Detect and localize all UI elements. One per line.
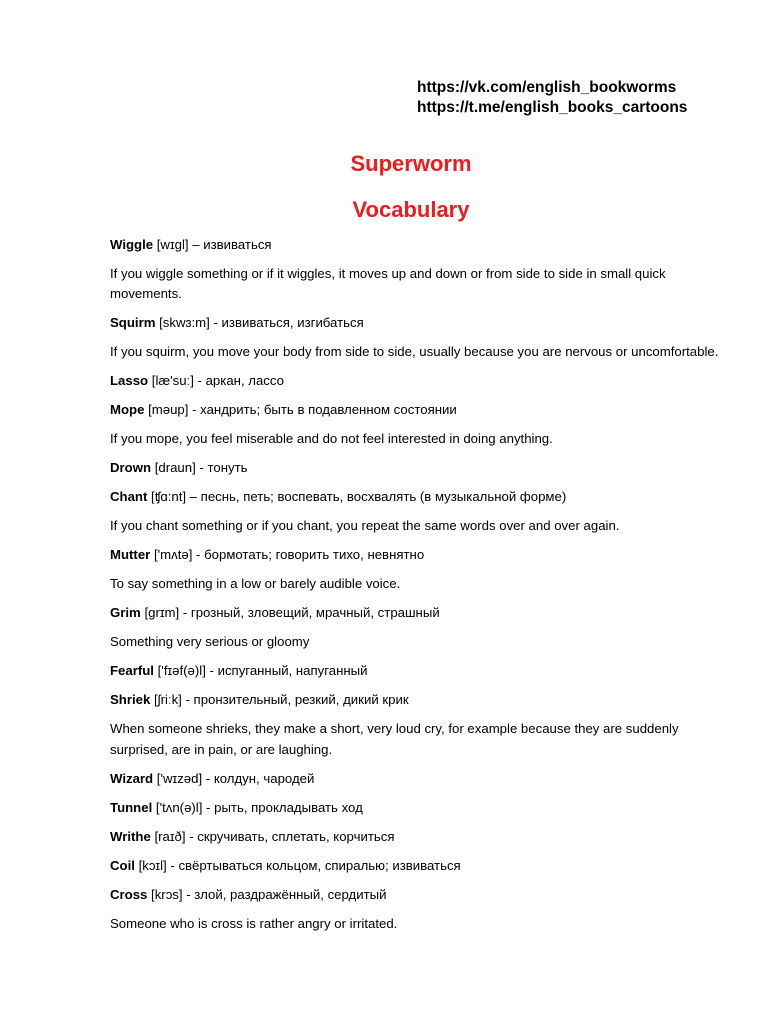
book-title: Superworm <box>350 151 472 176</box>
vocab-word: Wiggle <box>110 237 154 252</box>
vocab-word: Shriek <box>110 692 151 708</box>
vocab-word: Tunnel <box>110 799 153 815</box>
vocab-entry-squirm <box>110 313 720 333</box>
vocab-entry-grim <box>110 603 720 623</box>
vocab-word: Lasso <box>110 373 149 389</box>
telegram-link[interactable]: https://t.me/english_books_cartoons <box>417 99 688 116</box>
vocab-translation: [ʧɑ:nt] – песнь, петь; воспевать, восхвалять (в музыкальной форме) <box>147 489 567 505</box>
vocab-entry-mope <box>110 400 720 420</box>
vocab-entry-chant <box>110 487 720 507</box>
vocab-entry-wiggle <box>110 235 720 255</box>
vocab-word: Wizard <box>110 770 154 786</box>
vocabulary-list <box>110 235 720 943</box>
vocab-definition: When someone shrieks, they make a short, very loud cry, for example because they are suddenly surprised, are in pain, or are laughing. <box>110 721 679 757</box>
vocab-entry-writhe <box>110 827 720 847</box>
vocab-definition: If you mope, you feel miserable and do not feel interested in doing anything. <box>110 431 553 447</box>
vocab-entry-mutter <box>110 545 720 565</box>
vocab-word: Drown <box>110 460 152 476</box>
vocab-translation: [wɪgl] – извиваться <box>153 237 272 252</box>
vocab-translation: [ʃriːk] - пронзительный, резкий, дикий крик <box>150 692 409 708</box>
vocab-translation: ['mʌtə] - бормотать; говорить тихо, невнятно <box>150 547 425 563</box>
vocab-definition: If you chant something or if you chant, you repeat the same words over and over again. <box>110 518 620 534</box>
vocab-translation: ['wɪzəd] - колдун, чародей <box>153 770 315 786</box>
vocab-translation: [krɔs] - злой, раздражённый, сердитый <box>147 886 387 902</box>
vocab-entry-cross <box>110 885 720 905</box>
vocab-definition: If you squirm, you move your body from side to side, usually because you are nervous or uncomfortable. <box>110 344 719 360</box>
vocab-word: Mutter <box>110 547 151 563</box>
vocab-definition: Something very serious or gloomy <box>110 634 310 650</box>
vk-link[interactable]: https://vk.com/english_bookworms <box>417 79 677 96</box>
vocab-translation: [kɔɪl] - свёртываться кольцом, спиралью; извиваться <box>134 857 461 873</box>
vocab-translation: ['fɪəf(ə)l] - испуганный, напуганный <box>153 663 368 679</box>
vocab-word: Coil <box>110 857 135 873</box>
vocab-translation: [læ'suː] - аркан, лассо <box>148 373 284 389</box>
vocab-entry-drown <box>110 458 720 478</box>
vocab-entry-tunnel <box>110 798 720 818</box>
vocab-translation: [draun] - тонуть <box>151 460 248 476</box>
vocab-translation: [skwɜ:m] - извиваться, изгибаться <box>155 315 364 331</box>
vocab-word: Mope <box>110 402 145 418</box>
vocab-translation: [raɪð] - скручивать, сплетать, корчиться <box>150 828 395 844</box>
vocab-entry-wizard <box>110 769 720 789</box>
vocab-word: Writhe <box>110 828 151 844</box>
vocab-entry-fearful <box>110 661 720 681</box>
vocab-entry-lasso <box>110 371 720 391</box>
vocab-word: Chant <box>110 489 148 505</box>
vocab-translation: ['tʌn(ə)l] - рыть, прокладывать ход <box>152 799 363 815</box>
vocab-word: Fearful <box>110 663 154 679</box>
vocab-word: Cross <box>110 886 148 902</box>
vocab-word: Squirm <box>110 315 156 331</box>
section-title: Vocabulary <box>352 197 470 222</box>
vocab-translation: [grɪm] - грозный, зловещий, мрачный, страшный <box>140 605 440 621</box>
vocab-definition: To say something in a low or barely audible voice. <box>110 576 401 592</box>
vocab-word: Grim <box>110 605 141 621</box>
header-links <box>417 78 687 118</box>
vocab-definition: If you wiggle something or if it wiggles, it moves up and down or from side to side in small quick movements. <box>110 266 666 302</box>
vocab-entry-shriek <box>110 690 720 710</box>
vocab-entry-coil <box>110 856 720 876</box>
vocab-definition: Someone who is cross is rather angry or irritated. <box>110 915 398 931</box>
vocab-translation: [məup] - хандрить; быть в подавленном состоянии <box>144 402 457 418</box>
